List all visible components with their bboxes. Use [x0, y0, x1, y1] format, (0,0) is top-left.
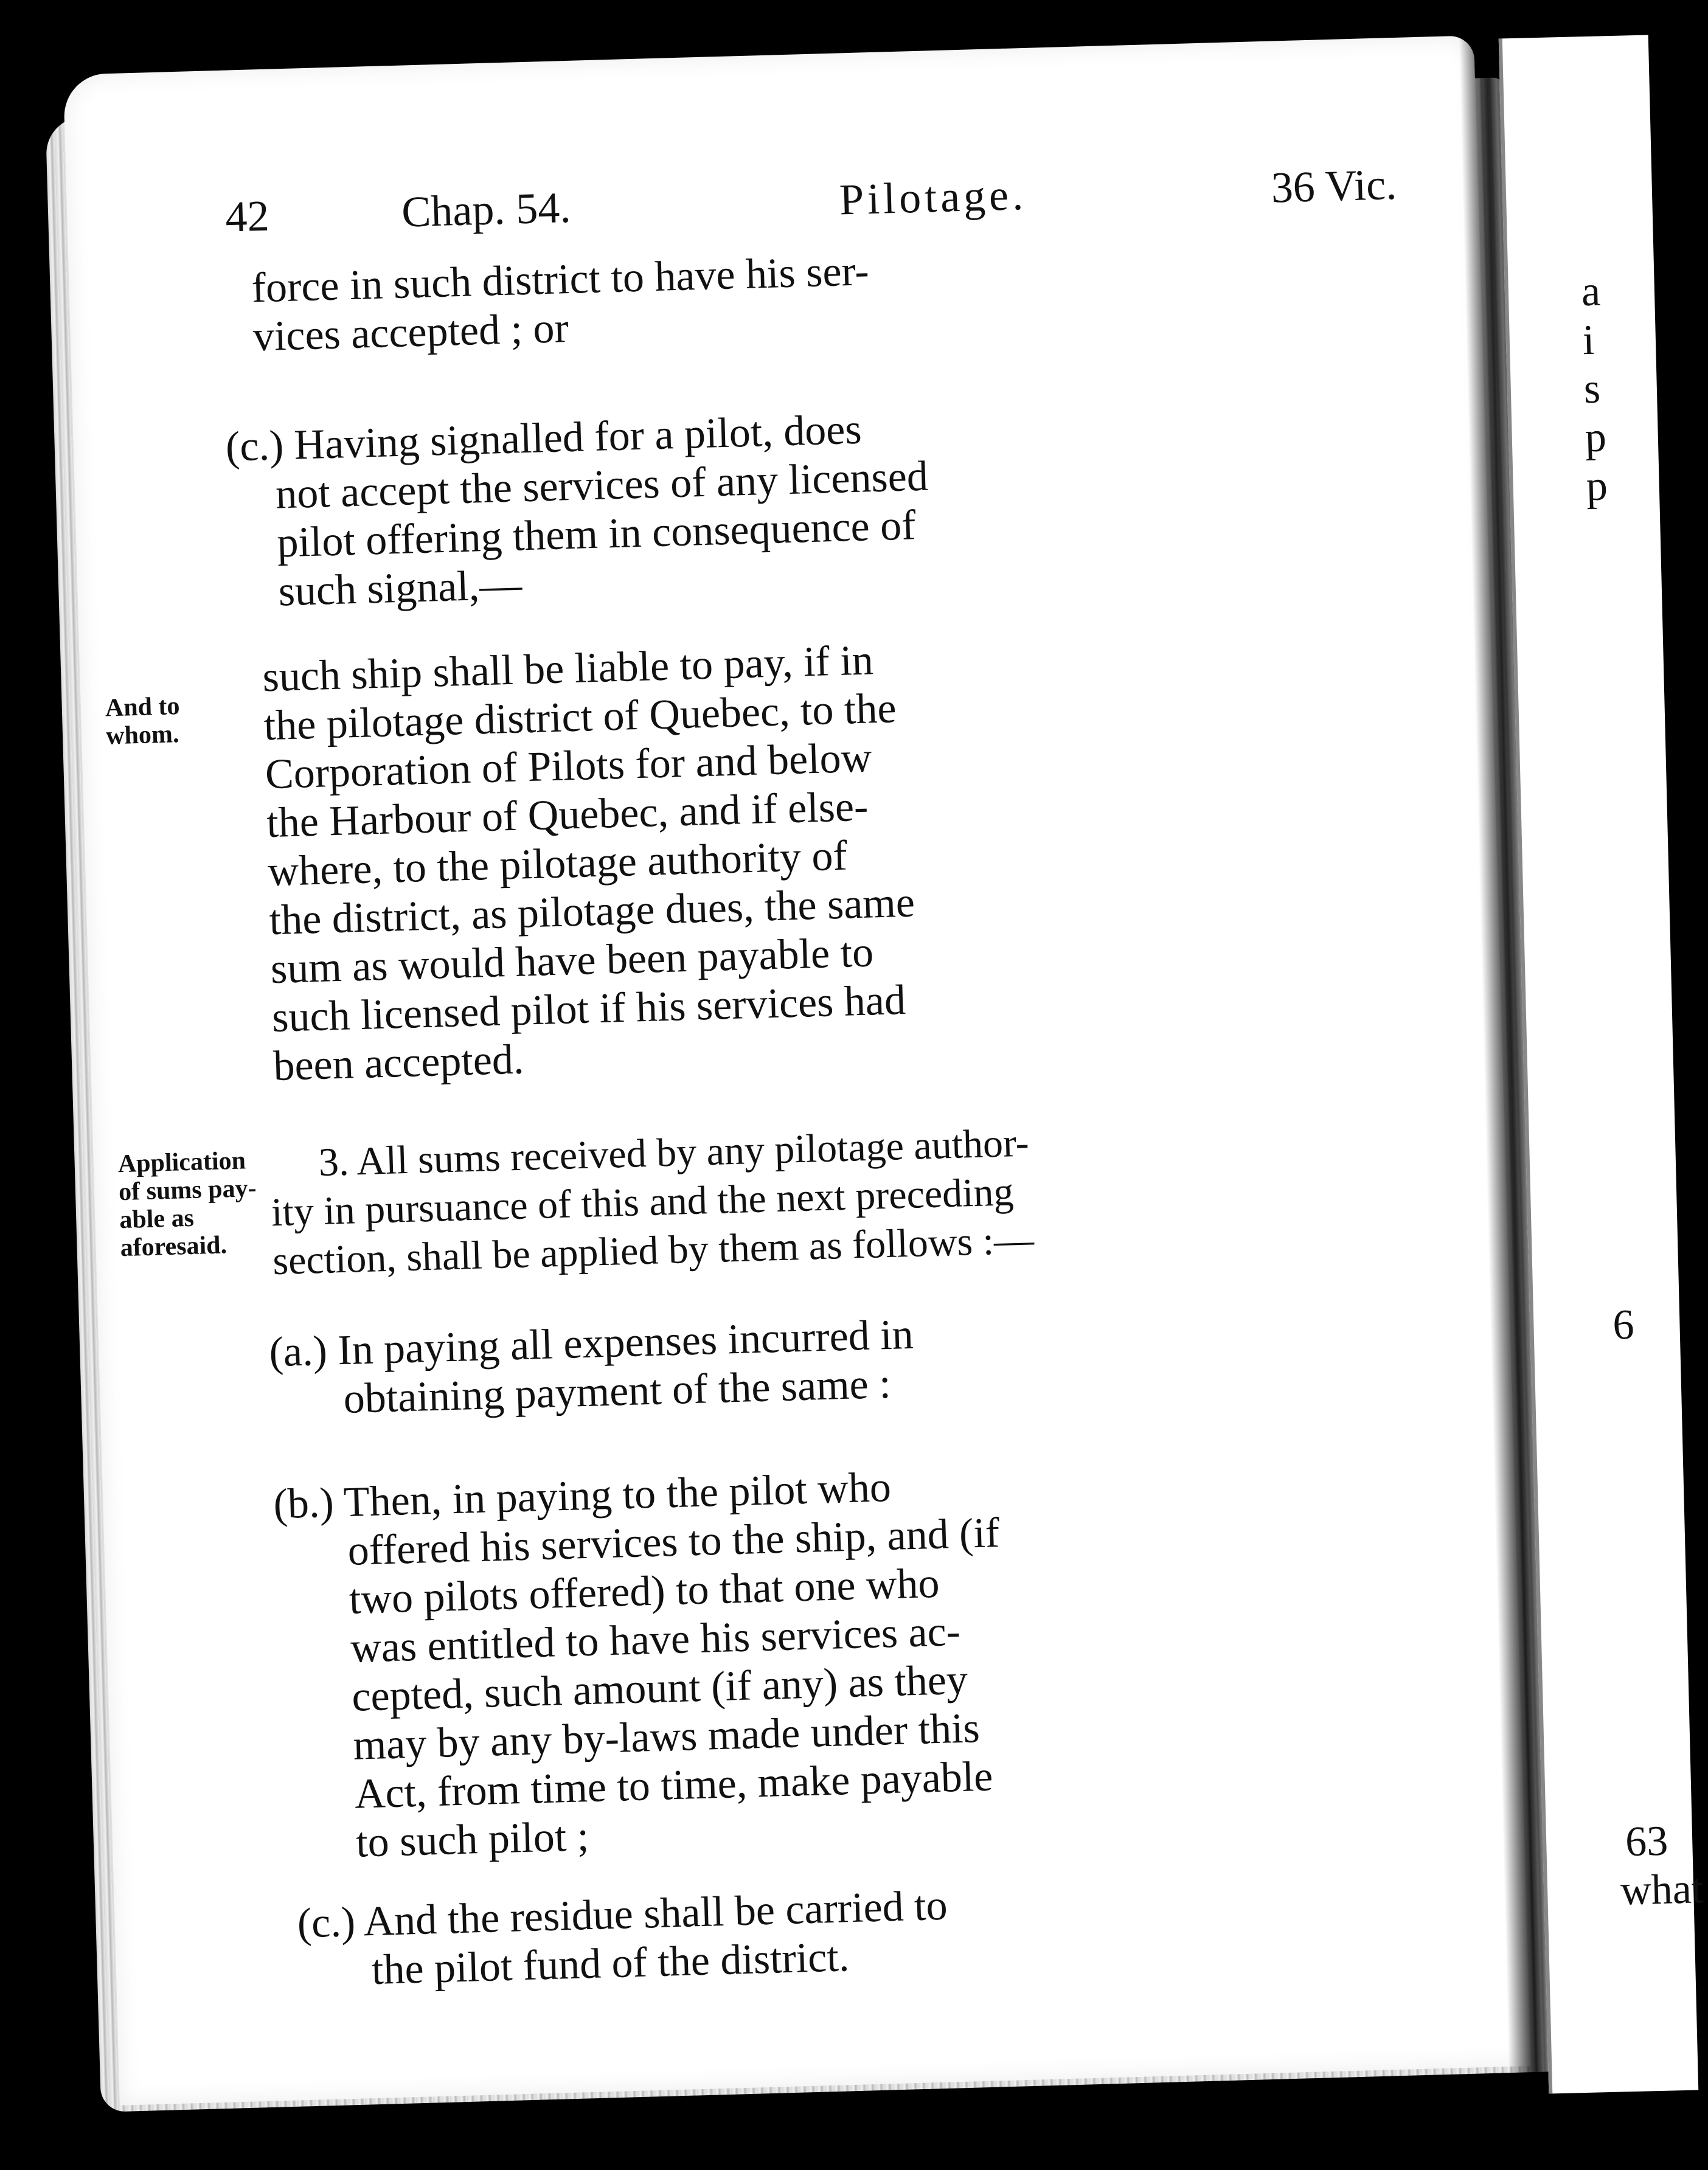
facing-page-fragment-bottom — [1620, 1816, 1704, 1915]
text-fragment: 6 — [1612, 1301, 1635, 1349]
text-line: two pilots offered) to that one who — [348, 1559, 940, 1623]
text-line: 3. All sums received by any pilotage author- — [318, 1120, 1030, 1185]
text-fragment: 63 — [1625, 1817, 1669, 1866]
running-header — [224, 158, 1442, 259]
text-line: to such pilot ; — [355, 1813, 590, 1867]
page-number: 42 — [224, 191, 270, 241]
text-line: such signal,— — [277, 561, 523, 615]
text-line: where, to the pilotage authority of — [267, 832, 848, 896]
text-fragment: p — [1585, 462, 1608, 510]
text-fragment: a — [1581, 268, 1601, 316]
text-line: the pilotage district of Quebec, to the — [263, 685, 897, 750]
text-line: pilot offering them in consequence of — [276, 502, 917, 567]
text-line: (b.) Then, in paying to the pilot who — [273, 1463, 892, 1528]
text-line: offered his services to the ship, and (if — [347, 1510, 1001, 1575]
text-line: not accept the services of any licensed — [275, 452, 929, 518]
clause-c-residue — [297, 1882, 949, 1997]
margin-note-and-to-whom — [105, 692, 181, 750]
text-fragment: i — [1581, 316, 1595, 364]
text-line: the pilot fund of the district. — [370, 1933, 850, 1994]
text-fragment: what — [1620, 1865, 1704, 1915]
text-line: (c.) And the residue shall be carried to — [296, 1882, 948, 1947]
clause-c-signal — [225, 404, 931, 618]
margin-note-line: able as — [119, 1204, 195, 1235]
facing-page-fragment-number — [1613, 1301, 1635, 1350]
text-fragment: p — [1584, 414, 1607, 462]
text-line: (a.) In paying all expenses incurred in — [268, 1311, 914, 1376]
text-line: was entitled to have his services ac- — [350, 1607, 961, 1672]
text-line: obtaining payment of the same : — [342, 1360, 892, 1423]
text-line: cepted, such amount (if any) as they — [351, 1656, 968, 1721]
margin-note-application — [117, 1146, 258, 1262]
text-line: such ship shall be liable to pay, if in — [262, 637, 874, 701]
margin-note-line: whom. — [105, 720, 179, 750]
text-line: Act, from time to time, make payable — [353, 1753, 994, 1818]
text-line: the district, as pilotage dues, the same — [268, 879, 915, 945]
page-title: Pilotage. — [838, 170, 1028, 224]
text-fragment: s — [1583, 365, 1602, 413]
facing-page-fragments — [1581, 267, 1608, 511]
paragraph-continuation — [251, 247, 871, 361]
book-page — [63, 35, 1530, 2105]
text-line: may by any by-laws made under this — [352, 1705, 981, 1769]
clause-a-expenses — [269, 1311, 915, 1426]
chapter-label: Chap. 54. — [401, 182, 572, 237]
margin-note-line: aforesaid. — [120, 1231, 227, 1263]
text-line: Corporation of Pilots for and below — [265, 734, 873, 799]
text-line: such licensed pilot if his services had — [271, 976, 906, 1042]
text-line: the Harbour of Quebec, and if else- — [266, 783, 869, 847]
liability-paragraph — [262, 636, 920, 1091]
clause-b-pilot-payment — [273, 1460, 1008, 1870]
text-line: sum as would have been payable to — [269, 929, 875, 993]
margin-note-line: And to — [105, 692, 181, 723]
text-line: ity in pursuance of this and the next preceding — [271, 1170, 1015, 1235]
margin-note-line: of sums pay- — [118, 1174, 257, 1207]
text-line: (c.) Having signalled for a pilot, does — [224, 406, 863, 471]
margin-note-line: Application — [117, 1146, 246, 1179]
text-line: been accepted. — [273, 1036, 525, 1090]
session-label: 36 Vic. — [1270, 159, 1398, 212]
text-line: force in such district to have his ser- — [251, 248, 870, 312]
text-line: section, shall be applied by them as follows :— — [272, 1218, 1035, 1284]
section-3 — [269, 1118, 1035, 1286]
text-line: vices accepted ; or — [252, 305, 569, 361]
